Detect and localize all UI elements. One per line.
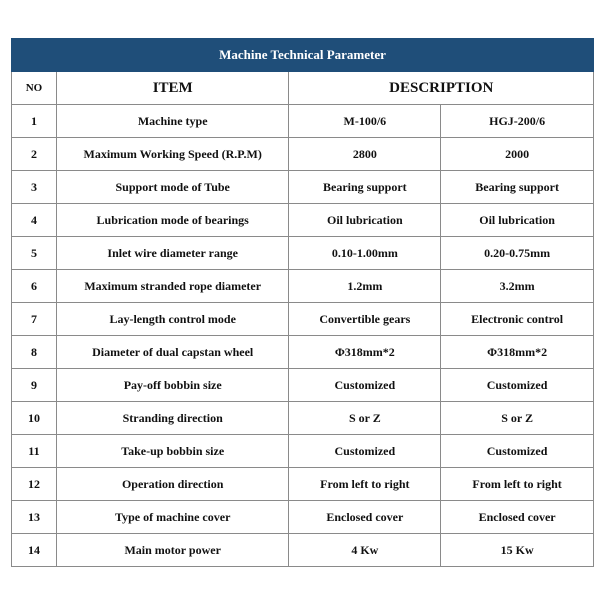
cell-a: S or Z bbox=[289, 402, 441, 435]
table-row bbox=[12, 402, 594, 435]
cell-no: 4 bbox=[12, 204, 57, 237]
cell-b: Customized bbox=[441, 369, 594, 402]
cell-no: 7 bbox=[12, 303, 57, 336]
cell-a: Enclosed cover bbox=[289, 501, 441, 534]
cell-no: 6 bbox=[12, 270, 57, 303]
cell-a: Bearing support bbox=[289, 171, 441, 204]
cell-item: Pay-off bobbin size bbox=[56, 369, 289, 402]
table-row bbox=[12, 501, 594, 534]
cell-a: Customized bbox=[289, 435, 441, 468]
cell-no: 3 bbox=[12, 171, 57, 204]
cell-a: 0.10-1.00mm bbox=[289, 237, 441, 270]
cell-item: Type of machine cover bbox=[56, 501, 289, 534]
cell-b: 2000 bbox=[441, 138, 594, 171]
cell-no: 11 bbox=[12, 435, 57, 468]
cell-b: Electronic control bbox=[441, 303, 594, 336]
cell-a: From left to right bbox=[289, 468, 441, 501]
header-item: ITEM bbox=[56, 72, 289, 105]
table-row bbox=[12, 171, 594, 204]
cell-item: Stranding direction bbox=[56, 402, 289, 435]
table-row bbox=[12, 435, 594, 468]
table-row bbox=[12, 270, 594, 303]
cell-b: Customized bbox=[441, 435, 594, 468]
cell-item: Support mode of Tube bbox=[56, 171, 289, 204]
table-row bbox=[12, 369, 594, 402]
cell-b: 15 Kw bbox=[441, 534, 594, 567]
parameter-table bbox=[11, 38, 594, 567]
table-row bbox=[12, 105, 594, 138]
cell-a: 4 Kw bbox=[289, 534, 441, 567]
table-title: Machine Technical Parameter bbox=[12, 39, 594, 72]
cell-no: 9 bbox=[12, 369, 57, 402]
cell-a: Customized bbox=[289, 369, 441, 402]
cell-no: 2 bbox=[12, 138, 57, 171]
table-row bbox=[12, 237, 594, 270]
cell-no: 14 bbox=[12, 534, 57, 567]
header-no: NO bbox=[12, 72, 57, 105]
cell-b: From left to right bbox=[441, 468, 594, 501]
cell-b: Φ318mm*2 bbox=[441, 336, 594, 369]
table-row bbox=[12, 534, 594, 567]
cell-no: 1 bbox=[12, 105, 57, 138]
cell-b: HGJ-200/6 bbox=[441, 105, 594, 138]
cell-item: Lay-length control mode bbox=[56, 303, 289, 336]
cell-no: 13 bbox=[12, 501, 57, 534]
cell-item: Operation direction bbox=[56, 468, 289, 501]
cell-a: 1.2mm bbox=[289, 270, 441, 303]
cell-a: M-100/6 bbox=[289, 105, 441, 138]
cell-item: Lubrication mode of bearings bbox=[56, 204, 289, 237]
table-row bbox=[12, 468, 594, 501]
cell-item: Maximum stranded rope diameter bbox=[56, 270, 289, 303]
cell-b: 0.20-0.75mm bbox=[441, 237, 594, 270]
table-row bbox=[12, 138, 594, 171]
cell-a: Convertible gears bbox=[289, 303, 441, 336]
cell-a: 2800 bbox=[289, 138, 441, 171]
cell-no: 12 bbox=[12, 468, 57, 501]
table-row bbox=[12, 336, 594, 369]
cell-item: Inlet wire diameter range bbox=[56, 237, 289, 270]
header-description: DESCRIPTION bbox=[289, 72, 594, 105]
cell-b: S or Z bbox=[441, 402, 594, 435]
cell-b: Enclosed cover bbox=[441, 501, 594, 534]
cell-item: Maximum Working Speed (R.P.M) bbox=[56, 138, 289, 171]
cell-b: 3.2mm bbox=[441, 270, 594, 303]
cell-item: Main motor power bbox=[56, 534, 289, 567]
cell-b: Oil lubrication bbox=[441, 204, 594, 237]
cell-b: Bearing support bbox=[441, 171, 594, 204]
cell-no: 10 bbox=[12, 402, 57, 435]
cell-no: 8 bbox=[12, 336, 57, 369]
table-row bbox=[12, 303, 594, 336]
table-row bbox=[12, 204, 594, 237]
cell-item: Machine type bbox=[56, 105, 289, 138]
cell-item: Take-up bobbin size bbox=[56, 435, 289, 468]
cell-no: 5 bbox=[12, 237, 57, 270]
cell-a: Φ318mm*2 bbox=[289, 336, 441, 369]
cell-item: Diameter of dual capstan wheel bbox=[56, 336, 289, 369]
cell-a: Oil lubrication bbox=[289, 204, 441, 237]
